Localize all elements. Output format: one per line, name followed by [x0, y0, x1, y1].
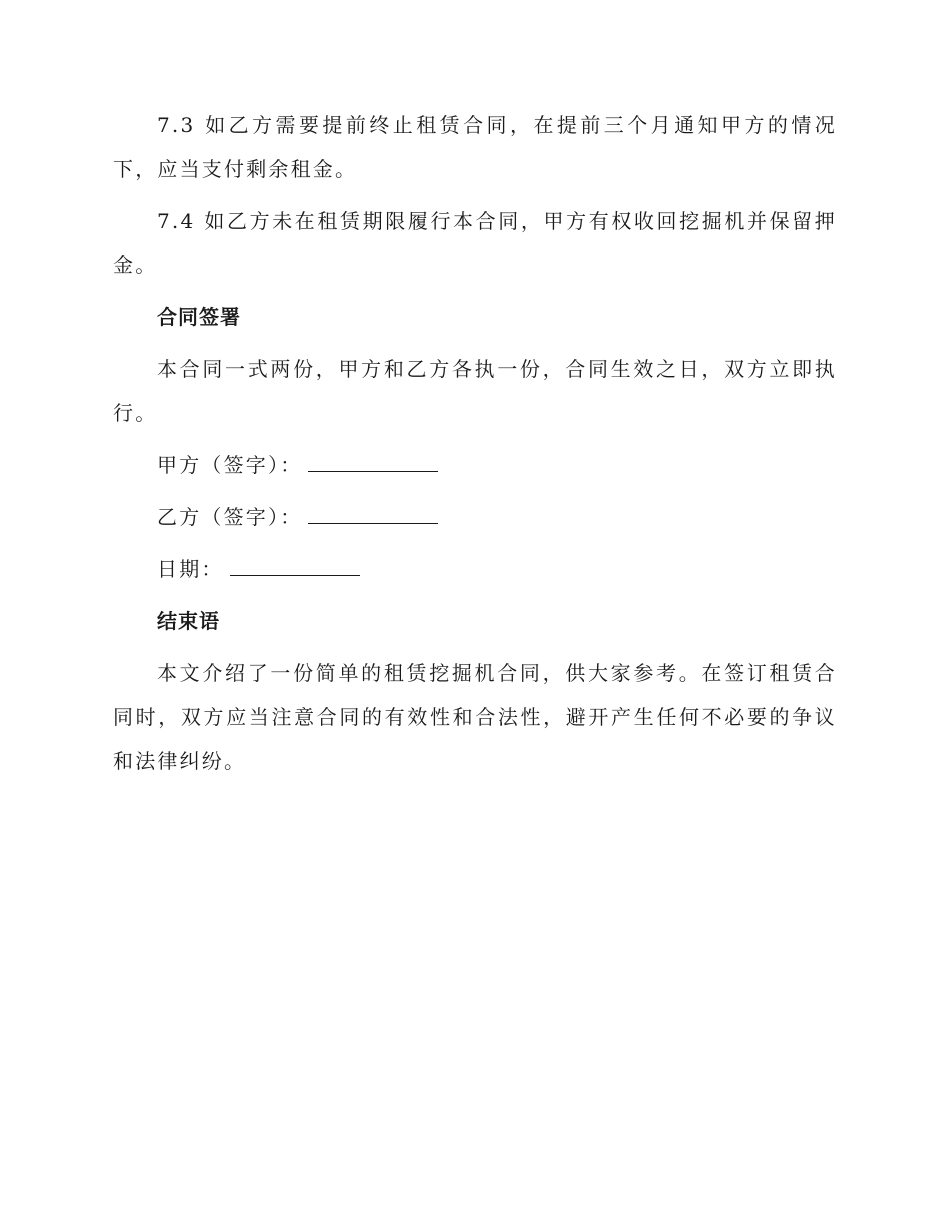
conclusion-text: 本文介绍了一份简单的租赁挖掘机合同，供大家参考。在签订租赁合同时，双方应当注意合同的有效性和合法性，避开产生任何不必要的争议和法律纠纷。 [113, 661, 837, 773]
document-body [113, 103, 837, 791]
clause-7-3: 7.3 如乙方需要提前终止租赁合同，在提前三个月通知甲方的情况下，应当支付剩余租金。 [113, 113, 837, 181]
date-line [113, 547, 837, 591]
signing-text: 本合同一式两份，甲方和乙方各执一份，合同生效之日，双方立即执行。 [113, 357, 837, 425]
clause-7-4: 7.4 如乙方未在租赁期限履行本合同，甲方有权收回挖掘机并保留押金。 [113, 209, 837, 277]
party-a-signature-blank [308, 457, 438, 472]
signing-heading: 合同签署 [157, 305, 241, 329]
date-label: 日期： [157, 557, 224, 581]
date-blank [230, 561, 360, 576]
party-a-label: 甲方（签字）： [157, 453, 303, 477]
party-b-signature-line [113, 495, 837, 539]
party-b-signature-blank [308, 509, 438, 524]
party-a-signature-line [113, 443, 837, 487]
conclusion-heading: 结束语 [157, 609, 220, 633]
party-b-label: 乙方（签字）： [157, 505, 303, 529]
